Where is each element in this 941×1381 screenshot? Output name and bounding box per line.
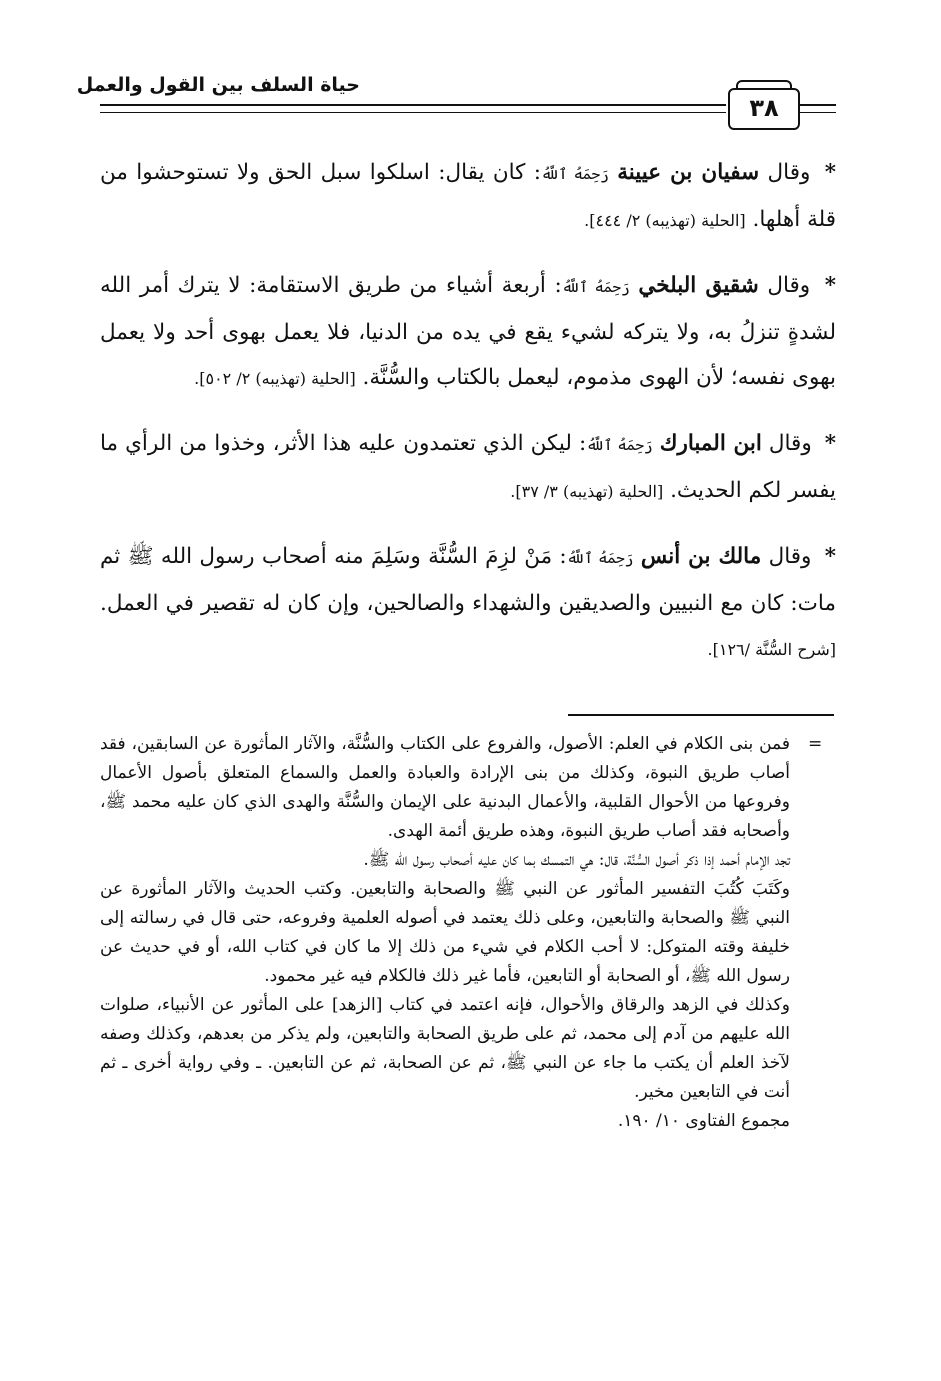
citation: [الحلية (تهذيبه) ٢/ ٤٤٤]. [584,211,746,230]
citation: [شرح السُّنَّة /١٢٦]. [707,640,836,659]
honorific: رَحِمَهُ ٱللَّهُ [566,549,634,567]
honorific: رَحِمَهُ ٱللَّهُ [541,165,609,183]
quote-intro: وقال [768,431,812,456]
quote-paragraph-3 [100,421,836,514]
quote-intro: وقال [767,160,811,185]
bullet-icon: * [824,273,836,298]
footnote-paragraph: وكَتَبَ كُتُبَ التفسير المأثور عن النبي ﷺ والصحابة والتابعين. وكتب الحديث والآثار المأثورة عن النبي ﷺ والصحابة والتابعين، وعلى ذلك يعتمد في أصوله العلمية وفروعه، حتى قال في رسالته إلى خليفة وقته المتوكل: لا أحب الكلام في شيء من ذلك إلا ما كان في كتاب الله، أو في حديث عن رسول الله ﷺ، أو الصحابة أو التابعين، فأما غير ذلك فالكلام فيه غير محمود. [100,879,790,986]
footnote-paragraph: وكذلك في الزهد والرقاق والأحوال، فإنه اعتمد في كتاب [الزهد] على المأثور عن الأنبياء، صلوات الله عليهم من آدم إلى محمد، ثم على طريق الصحابة والتابعين، ولم يذكر من بعدهم، وكذلك وصفه لآخذ العلم أن يكتب ما جاء عن النبي ﷺ، ثم عن الصحابة، ثم عن التابعين. ـ وفي رواية أخرى ـ ثم أنت في التابعين مخير. [100,995,791,1102]
speaker-name: مالك بن أنس [640,544,762,569]
footnote-separator [568,714,834,716]
page-number-badge: ٣٨ [728,88,800,130]
speaker-name: سفيان بن عيينة [617,160,760,185]
header-rule-thin [100,112,726,113]
main-text [100,150,836,692]
footnote-paragraph: تجد الإمام أحمد إذا ذكر أصول السُّنَّة، قال: هي التمسك بما كان عليه أصحاب رسول الله ﷺ. [363,850,790,870]
footnote [100,730,790,1136]
header-rule-right-thin [800,112,836,113]
footnote-continuation-marker: = [808,734,823,754]
header-rule-thick [100,104,726,106]
footnote-paragraph: فمن بنى الكلام في العلم: الأصول، والفروع على الكتاب والسُّنَّة، والآثار المأثورة عن السابقين، فقد أصاب طريق النبوة، وكذلك من بنى الإرادة والعبادة والعمل والسماع المتعلق بأصول الأعمال وفروعها من الأحوال القلبية، والأعمال البدنية على الإيمان والسُّنَّة والهدى الذي كان عليه محمد ﷺ، وأصحابه فقد أصاب طريق النبوة، وهذه طريق أئمة الهدى. [100,734,790,841]
quote-paragraph-2 [100,263,836,401]
speaker-name: ابن المبارك [659,431,762,456]
header-rule-right-thick [800,104,836,106]
citation: [الحلية (تهذيبه) ٣/ ٣٧]. [510,482,664,501]
honorific: رَحِمَهُ ٱللَّهُ [586,436,653,454]
quote-intro: وقال [767,273,811,298]
bullet-icon: * [824,544,837,569]
quote-paragraph-4 [100,534,836,672]
bullet-icon: * [824,160,836,185]
quote-text: : أربعة أشياء من طريق الاستقامة: لا يترك أمر الله لشدةٍ تنزلُ به، ولا يتركه لشيء يقع في يده من الدنيا، فلا يعمل بهوى أحد ولا يعمل بهوى نفسه؛ لأن الهوى مذموم، ليعمل بالكتاب والسُّنَّة. [100,273,836,390]
running-header-title: حياة السلف بين القول والعمل [76,74,360,96]
honorific: رَحِمَهُ ٱللَّهُ [561,278,630,296]
citation: [الحلية (تهذيبه) ٢/ ٥٠٢]. [194,369,356,388]
speaker-name: شقيق البلخي [638,273,759,298]
quote-text: : كان يقال: اسلكوا سبل الحق ولا تستوحشوا من قلة أهلها. [100,160,836,232]
quote-text: : مَنْ لزِمَ السُّنَّة وسَلِمَ منه أصحاب رسول الله ﷺ ثم مات: كان مع النبيين والصديقين والشهداء والصالحين، وإن كان له تقصير في العمل. [100,544,836,616]
quote-intro: وقال [768,544,812,569]
bullet-icon: * [824,431,836,456]
footnote-source: مجموع الفتاوى ١٠/ ١٩٠. [617,1111,790,1131]
quote-paragraph-1 [100,150,836,243]
quote-text: : ليكن الذي تعتمدون عليه هذا الأثر، وخذوا من الرأي ما يفسر لكم الحديث. [100,431,836,503]
